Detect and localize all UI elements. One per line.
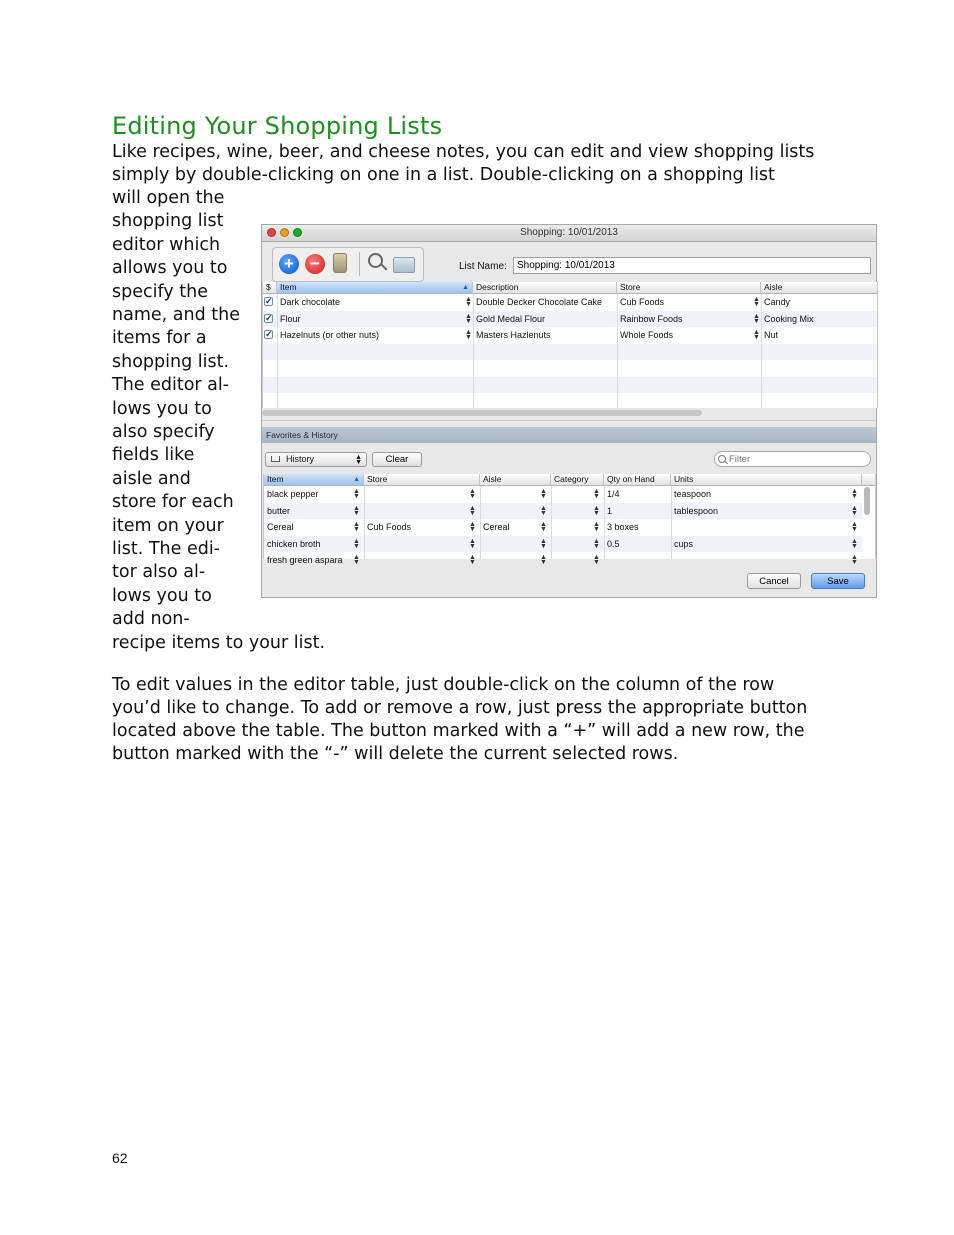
fav-store-cell[interactable] <box>364 552 468 568</box>
search-icon[interactable] <box>368 253 383 268</box>
wrapped-line: also specify <box>112 422 215 442</box>
list-name-input[interactable] <box>513 257 871 274</box>
fav-item-cell[interactable]: Cereal <box>267 522 294 532</box>
stepper-icon[interactable]: ▲ ▼ <box>593 488 600 500</box>
fav-item-cell[interactable]: fresh green aspara <box>267 555 343 565</box>
stepper-icon[interactable]: ▲ ▼ <box>469 554 476 566</box>
stepper-icon[interactable]: ▲ ▼ <box>851 537 858 550</box>
fav-units-cell[interactable] <box>671 552 850 568</box>
wrapped-line: The editor al- <box>112 375 230 396</box>
toolbar-separator <box>359 252 360 276</box>
fav-category-cell[interactable] <box>551 503 592 519</box>
fav-units-cell[interactable]: cups <box>674 538 694 549</box>
fav-units-cell[interactable]: tablespoon <box>674 505 719 516</box>
fav-category-cell[interactable] <box>551 552 592 568</box>
favorites-row[interactable] <box>264 486 862 502</box>
table-row <box>263 393 877 409</box>
wrapped-line: item on your <box>112 515 224 536</box>
favorites-row[interactable] <box>264 536 862 552</box>
description-cell[interactable]: Masters Hazlenuts <box>476 330 551 340</box>
wrapped-line: lows you to <box>112 398 212 419</box>
history-popup-button[interactable] <box>265 452 367 467</box>
jar-icon[interactable] <box>333 253 347 273</box>
list-name-label: List Name: <box>459 261 507 272</box>
stepper-icon[interactable]: ▲ ▼ <box>851 521 858 533</box>
stepper-icon[interactable]: ▲ ▼ <box>465 296 472 308</box>
column-header-store[interactable]: Store <box>617 282 761 293</box>
store-cell[interactable]: Cub Foods <box>620 297 665 307</box>
fav-qty-cell[interactable]: 0.5 <box>607 538 620 549</box>
wrapped-line: list. The edi- <box>112 539 220 559</box>
stepper-icon[interactable]: ▲ ▼ <box>469 537 476 550</box>
wrapped-line: fields like <box>112 445 195 466</box>
stepper-icon[interactable]: ▲ ▼ <box>465 312 472 325</box>
fav-column-header-item[interactable] <box>264 474 364 485</box>
paragraph2-line-2: you’d like to change. To add or remove a row, just press the appropriate button <box>112 698 808 718</box>
description-cell[interactable]: Double Decker Chocolate Cake <box>476 297 603 307</box>
add-row-icon[interactable]: + <box>279 254 299 274</box>
column-header-aisle[interactable]: Aisle <box>764 282 783 292</box>
column-divider <box>617 294 618 408</box>
fav-aisle-cell[interactable] <box>480 552 539 568</box>
folder-icon[interactable] <box>393 257 415 273</box>
paragraph2-line-3: located above the table. The button marked with a “+” will add a new row, the <box>112 721 805 741</box>
intro-line-2: simply by double-clicking on one in a list. Double-clicking on a shopping list <box>112 165 775 185</box>
fav-qty-cell[interactable]: 3 boxes <box>607 522 639 532</box>
stepper-icon[interactable]: ▲ ▼ <box>353 537 360 550</box>
fav-store-cell[interactable] <box>364 503 468 519</box>
column-divider <box>761 294 762 408</box>
fav-sort-ascending-icon: ▲ <box>353 476 360 483</box>
fav-column-header-item-label: Item <box>267 474 284 484</box>
fav-aisle-cell[interactable] <box>480 503 539 519</box>
wrapped-line: recipe items to your list. <box>112 632 326 653</box>
save-button[interactable]: Save <box>811 573 865 589</box>
fav-units-cell[interactable]: teaspoon <box>674 489 712 499</box>
fav-units-cell[interactable] <box>671 519 850 535</box>
column-header-purchased[interactable]: $ <box>263 282 277 293</box>
paragraph2-line-4: button marked with the “-” will delete the current selected rows. <box>112 744 679 764</box>
fav-column-header-store[interactable]: Store <box>364 474 480 485</box>
stepper-icon[interactable]: ▲ ▼ <box>540 504 547 517</box>
stepper-icon[interactable]: ▲ ▼ <box>593 521 600 533</box>
editor-toolbar <box>272 247 424 282</box>
column-header-description[interactable]: Description <box>473 282 617 293</box>
purchased-checkbox[interactable]: ✓ <box>265 296 273 306</box>
stepper-icon[interactable]: ▲ ▼ <box>753 329 760 341</box>
fav-column-divider <box>551 486 552 559</box>
window-titlebar <box>262 225 876 242</box>
fav-column-header-qty[interactable]: Qty on Hand <box>604 474 671 485</box>
stepper-icon[interactable]: ▲ ▼ <box>540 488 547 500</box>
store-cell[interactable]: Whole Foods <box>620 330 674 340</box>
fav-aisle-cell[interactable] <box>480 536 539 552</box>
wrapped-line: items for a <box>112 328 207 349</box>
stepper-icon[interactable]: ▲ ▼ <box>353 504 360 517</box>
stepper-icon[interactable]: ▲ ▼ <box>469 504 476 517</box>
stepper-icon[interactable]: ▲ ▼ <box>469 521 476 533</box>
aisle-cell[interactable]: Nut <box>764 330 779 340</box>
intro-line-1: Like recipes, wine, beer, and cheese notes, you can edit and view shopping lists <box>112 142 815 162</box>
stepper-icon[interactable]: ▲ ▼ <box>753 296 760 308</box>
items-table-header <box>263 282 877 294</box>
section-heading: Editing Your Shopping Lists <box>112 112 443 140</box>
stepper-icon[interactable]: ▲ ▼ <box>851 504 858 517</box>
shopping-list-editor-window <box>261 224 877 598</box>
favorites-table <box>263 474 876 566</box>
wrapped-line: allows you to <box>112 258 228 279</box>
aisle-cell[interactable]: Candy <box>764 297 791 307</box>
stepper-icon[interactable]: ▲ ▼ <box>593 554 600 566</box>
purchased-checkbox[interactable]: ✓ <box>265 329 273 339</box>
column-divider <box>473 294 474 408</box>
item-cell[interactable]: Flour <box>280 313 301 324</box>
stepper-icon[interactable]: ▲ ▼ <box>540 537 547 550</box>
fav-item-cell[interactable]: butter <box>267 505 291 516</box>
fav-category-cell[interactable] <box>551 486 592 502</box>
horizontal-scrollbar[interactable] <box>262 410 702 416</box>
purchased-checkbox[interactable]: ✓ <box>265 312 273 323</box>
filter-search-icon <box>718 455 726 463</box>
remove-row-icon[interactable]: − <box>305 254 325 274</box>
item-cell[interactable]: Dark chocolate <box>280 297 341 307</box>
column-divider <box>277 294 278 408</box>
fav-category-cell[interactable] <box>551 536 592 552</box>
clear-button[interactable]: Clear <box>372 452 422 467</box>
table-row[interactable] <box>263 294 877 310</box>
split-view-divider[interactable] <box>262 420 876 426</box>
wrapped-line: will open the <box>112 188 225 208</box>
fav-store-cell[interactable] <box>364 536 468 552</box>
vertical-scrollbar[interactable] <box>864 487 870 515</box>
close-window-icon[interactable] <box>267 228 276 237</box>
fav-category-cell[interactable] <box>551 519 592 535</box>
paragraph2-line-1: To edit values in the editor table, just double-click on the column of the row <box>112 675 775 695</box>
stepper-icon[interactable]: ▲ ▼ <box>353 521 360 533</box>
fav-store-cell[interactable]: Cub Foods <box>367 522 412 532</box>
shopping-items-table <box>262 282 878 408</box>
stepper-icon[interactable]: ▲ ▼ <box>540 554 547 566</box>
table-row[interactable] <box>263 327 877 343</box>
stepper-icon[interactable]: ▲ ▼ <box>469 488 476 500</box>
page-number: 62 <box>112 1150 128 1166</box>
wrapped-line: shopping list <box>112 211 224 232</box>
stepper-icon[interactable]: ▲ ▼ <box>353 488 360 500</box>
favorites-row[interactable] <box>264 552 862 568</box>
fav-column-divider <box>364 486 365 559</box>
wrapped-line: editor which <box>112 234 221 255</box>
zoom-window-icon[interactable] <box>293 228 302 237</box>
table-row <box>263 344 877 360</box>
table-row[interactable] <box>263 311 877 327</box>
cart-icon <box>271 456 280 462</box>
favorites-row[interactable] <box>264 519 862 535</box>
fav-column-header-category[interactable]: Category <box>551 474 604 485</box>
item-cell[interactable]: Hazelnuts (or other nuts) <box>280 330 380 340</box>
fav-qty-cell[interactable]: 1 <box>607 505 613 516</box>
aisle-cell[interactable]: Cooking Mix <box>764 313 814 324</box>
sort-ascending-icon: ▲ <box>462 284 469 291</box>
column-header-item-label: Item <box>280 282 297 292</box>
fav-column-divider <box>671 486 672 559</box>
fav-item-cell[interactable]: chicken broth <box>267 538 321 549</box>
stepper-icon[interactable]: ▲ ▼ <box>851 554 858 566</box>
fav-column-header-units[interactable]: Units <box>671 474 862 485</box>
column-header-item[interactable] <box>277 282 473 293</box>
fav-qty-cell[interactable]: 1/4 <box>607 489 620 499</box>
favorites-row[interactable] <box>264 503 862 519</box>
favorites-table-header <box>264 474 875 486</box>
wrapped-line: add non- <box>112 609 190 630</box>
description-cell[interactable]: Gold Medal Flour <box>476 313 546 324</box>
stepper-icon[interactable]: ▲ ▼ <box>753 312 760 325</box>
stepper-icon[interactable]: ▲ ▼ <box>540 521 547 533</box>
wrapped-line: shopping list. <box>112 351 230 372</box>
store-cell[interactable]: Rainbow Foods <box>620 313 683 324</box>
table-row <box>263 360 877 376</box>
fav-item-cell[interactable]: black pepper <box>267 489 319 499</box>
stepper-icon[interactable]: ▲ ▼ <box>851 488 858 500</box>
wrapped-line: lows you to <box>112 585 212 606</box>
fav-aisle-cell[interactable]: Cereal <box>483 522 510 532</box>
stepper-icon[interactable]: ▲ ▼ <box>593 537 600 550</box>
wrapped-line: tor also al- <box>112 562 206 583</box>
window-title: Shopping: 10/01/2013 <box>520 227 618 238</box>
fav-store-cell[interactable] <box>364 486 468 502</box>
fav-aisle-cell[interactable] <box>480 486 539 502</box>
wrapped-line: specify the <box>112 281 208 302</box>
favorites-history-header: Favorites & History <box>262 427 876 443</box>
wrapped-line: store for each <box>112 492 234 513</box>
fav-column-divider <box>604 486 605 559</box>
popup-arrows-icon: ▲ ▼ <box>355 454 362 466</box>
fav-qty-cell[interactable] <box>604 552 659 568</box>
history-popup-value: History <box>286 454 315 464</box>
table-row <box>263 377 877 393</box>
cancel-button[interactable]: Cancel <box>747 573 801 589</box>
fav-column-divider <box>480 486 481 559</box>
stepper-icon[interactable]: ▲ ▼ <box>353 554 360 566</box>
wrapped-line: name, and the <box>112 305 240 325</box>
wrapped-line: aisle and <box>112 468 191 489</box>
stepper-icon[interactable]: ▲ ▼ <box>593 504 600 517</box>
filter-input[interactable] <box>714 451 871 467</box>
minimize-window-icon[interactable] <box>280 228 289 237</box>
stepper-icon[interactable]: ▲ ▼ <box>465 329 472 341</box>
fav-column-header-aisle[interactable]: Aisle <box>480 474 551 485</box>
